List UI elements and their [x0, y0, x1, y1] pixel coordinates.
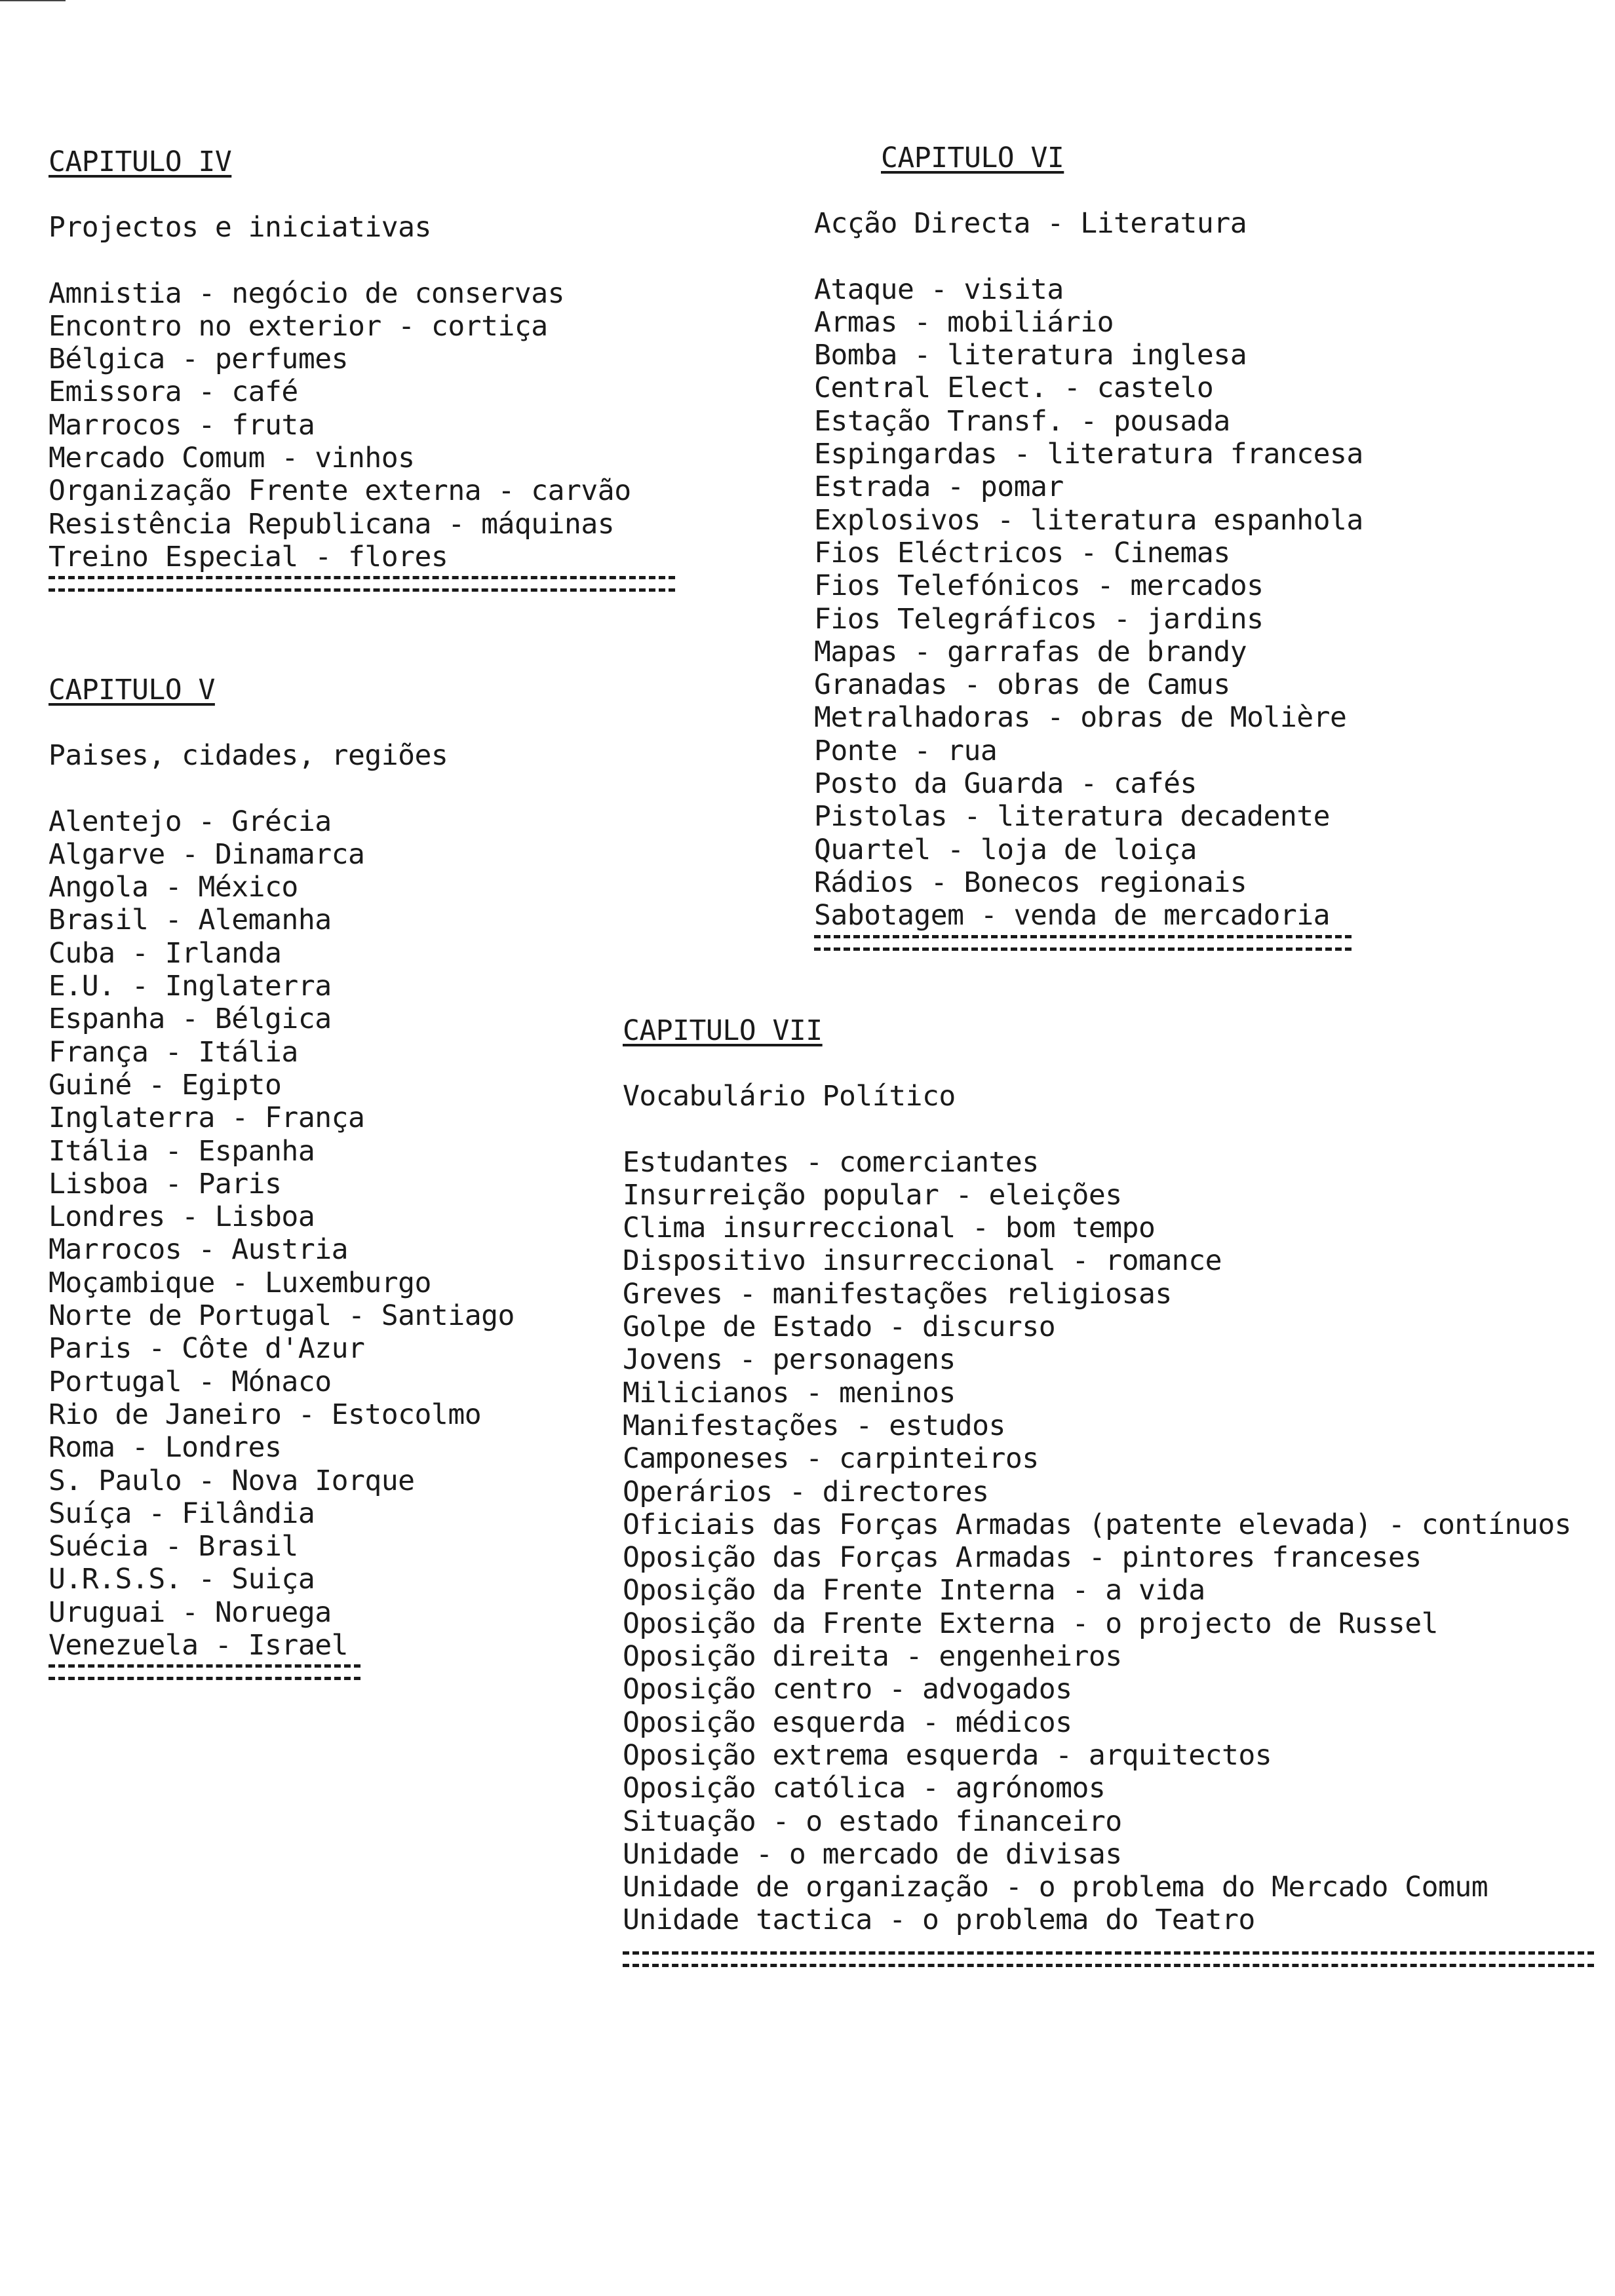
term-pair: Uruguai - Noruega — [49, 1596, 332, 1629]
term-pair: Portugal - Mónaco — [49, 1365, 332, 1398]
term-pair: Oficiais das Forças Armadas (patente elevada) - contínuos — [623, 1508, 1572, 1541]
term-pair: Golpe de Estado - discurso — [623, 1311, 1056, 1344]
term-pair: Rio de Janeiro - Estocolmo — [49, 1398, 482, 1431]
term-pair: Roma - Londres — [49, 1431, 282, 1464]
chapter-subtitle: Projectos e iniciativas — [49, 211, 431, 244]
term-pair: Bomba - literatura inglesa — [814, 339, 1247, 372]
dashed-rule — [49, 1677, 360, 1680]
page-corner-mark — [0, 0, 66, 1]
term-pair: Algarve - Dinamarca — [49, 837, 365, 871]
dashed-rule — [623, 1964, 1594, 1967]
term-pair: Oposição das Forças Armadas - pintores franceses — [623, 1541, 1422, 1575]
term-pair: Itália - Espanha — [49, 1134, 315, 1168]
dashed-rule — [814, 935, 1352, 938]
term-pair: Brasil - Alemanha — [49, 904, 332, 937]
term-pair: Metralhadoras - obras de Molière — [814, 701, 1347, 735]
term-pair: Lisboa - Paris — [49, 1167, 282, 1200]
term-pair: Clima insurreccional - bom tempo — [623, 1212, 1156, 1245]
section-divider — [49, 1664, 360, 1680]
section-divider — [814, 935, 1352, 951]
term-pair: Treino Especial - flores — [49, 540, 448, 573]
term-pair: Fios Telefónicos - mercados — [814, 569, 1264, 603]
term-pair: Explosivos - literatura espanhola — [814, 503, 1363, 537]
dashed-rule — [623, 1951, 1594, 1955]
term-pair: Londres - Lisboa — [49, 1200, 315, 1234]
term-pair: Fios Eléctricos - Cinemas — [814, 536, 1230, 569]
term-pair: Angola - México — [49, 871, 298, 904]
term-pair: Rádios - Bonecos regionais — [814, 866, 1247, 899]
term-pair: Oposição extrema esquerda - arquitectos — [623, 1738, 1272, 1772]
dashed-rule — [814, 947, 1352, 951]
term-pair: Quartel - loja de loiça — [814, 833, 1197, 866]
term-pair: Bélgica - perfumes — [49, 343, 348, 376]
term-pair: E.U. - Inglaterra — [49, 970, 332, 1003]
term-pair: Dispositivo insurreccional - romance — [623, 1244, 1222, 1278]
chapter-iv — [49, 145, 675, 601]
term-pair: Mapas - garrafas de brandy — [814, 635, 1247, 668]
term-pair: Suíça - Filândia — [49, 1497, 315, 1530]
dashed-rule — [49, 1664, 360, 1668]
term-pair: S. Paulo - Nova Iorque — [49, 1464, 415, 1497]
term-pair: Central Elect. - castelo — [814, 372, 1214, 405]
term-pair: Armas - mobiliário — [814, 305, 1114, 339]
chapter-title: CAPITULO VI — [881, 142, 1064, 174]
term-list — [49, 277, 675, 574]
term-pair: Suécia - Brasil — [49, 1530, 298, 1563]
chapter-vi — [814, 142, 1363, 960]
term-pair: Camponeses - carpinteiros — [623, 1442, 1039, 1476]
term-pair: Moçambique - Luxemburgo — [49, 1266, 431, 1299]
term-pair: Situação - o estado financeiro — [623, 1805, 1122, 1838]
term-pair: Emissora - café — [49, 375, 298, 409]
term-pair: Pistolas - literatura decadente — [814, 800, 1331, 833]
term-pair: Espingardas - literatura francesa — [814, 438, 1363, 471]
term-pair: Mercado Comum - vinhos — [49, 442, 415, 475]
term-pair: Estudantes - comerciantes — [623, 1145, 1039, 1179]
term-pair: Oposição esquerda - médicos — [623, 1706, 1072, 1739]
chapter-vii — [623, 1014, 1594, 1976]
term-pair: Estrada - pomar — [814, 470, 1064, 504]
term-pair: Alentejo - Grécia — [49, 805, 332, 838]
section-divider — [623, 1951, 1594, 1967]
term-pair: Oposição da Frente Externa - o projecto de Russel — [623, 1607, 1439, 1640]
term-pair: Inglaterra - França — [49, 1101, 365, 1135]
term-list — [814, 273, 1363, 932]
term-pair: Milicianos - meninos — [623, 1376, 956, 1409]
term-pair: Venezuela - Israel — [49, 1629, 348, 1662]
term-pair: Unidade de organização - o problema do Mercado Comum — [623, 1871, 1489, 1904]
term-pair: Granadas - obras de Camus — [814, 668, 1230, 702]
term-pair: Oposição da Frente Interna - a vida — [623, 1574, 1205, 1607]
term-pair: Marrocos - fruta — [49, 408, 315, 442]
term-pair: Ataque - visita — [814, 273, 1064, 306]
term-pair: Operários - directores — [623, 1475, 989, 1508]
term-pair: Encontro no exterior - cortiça — [49, 309, 548, 343]
term-pair: Marrocos - Austria — [49, 1233, 348, 1267]
term-pair: Oposição centro - advogados — [623, 1673, 1072, 1706]
term-pair: Norte de Portugal - Santiago — [49, 1299, 515, 1333]
chapter-subtitle: Paises, cidades, regiões — [49, 739, 448, 773]
chapter-v — [49, 674, 515, 1689]
term-pair: Fios Telegráficos - jardins — [814, 602, 1264, 636]
chapter-subtitle: Acção Directa - Literatura — [814, 207, 1247, 240]
term-list — [623, 1146, 1594, 1937]
term-pair: Manifestações - estudos — [623, 1409, 1005, 1442]
term-pair: Insurreição popular - eleições — [623, 1178, 1122, 1212]
term-pair: Cuba - Irlanda — [49, 936, 282, 970]
chapter-title: CAPITULO V — [49, 674, 215, 706]
term-pair: Oposição católica - agrónomos — [623, 1772, 1106, 1805]
term-list — [49, 805, 515, 1662]
term-pair: Amnistia - negócio de conservas — [49, 277, 565, 310]
term-pair: Paris - Côte d'Azur — [49, 1332, 365, 1366]
term-pair: Unidade tactica - o problema do Teatro — [623, 1904, 1255, 1937]
term-pair: Guiné - Egipto — [49, 1068, 282, 1101]
term-pair: Espanha - Bélgica — [49, 1003, 332, 1036]
term-pair: Greves - manifestações religiosas — [623, 1277, 1172, 1311]
term-pair: Ponte - rua — [814, 734, 998, 767]
section-divider — [49, 576, 675, 592]
term-pair: Sabotagem - venda de mercadoria — [814, 899, 1331, 932]
term-pair: Jovens - personagens — [623, 1343, 956, 1377]
term-pair: Organização Frente externa - carvão — [49, 474, 631, 508]
chapter-subtitle: Vocabulário Político — [623, 1080, 956, 1113]
chapter-title: CAPITULO IV — [49, 145, 232, 178]
term-pair: U.R.S.S. - Suiça — [49, 1563, 315, 1596]
dashed-rule — [49, 576, 675, 579]
term-pair: Posto da Guarda - cafés — [814, 767, 1197, 801]
term-pair: Resistência Republicana - máquinas — [49, 507, 615, 541]
chapter-title: CAPITULO VII — [623, 1014, 823, 1047]
term-pair: Oposição direita - engenheiros — [623, 1640, 1122, 1674]
dashed-rule — [49, 588, 675, 592]
term-pair: Estação Transf. - pousada — [814, 404, 1230, 438]
term-pair: França - Itália — [49, 1035, 298, 1069]
term-pair: Unidade - o mercado de divisas — [623, 1837, 1122, 1871]
